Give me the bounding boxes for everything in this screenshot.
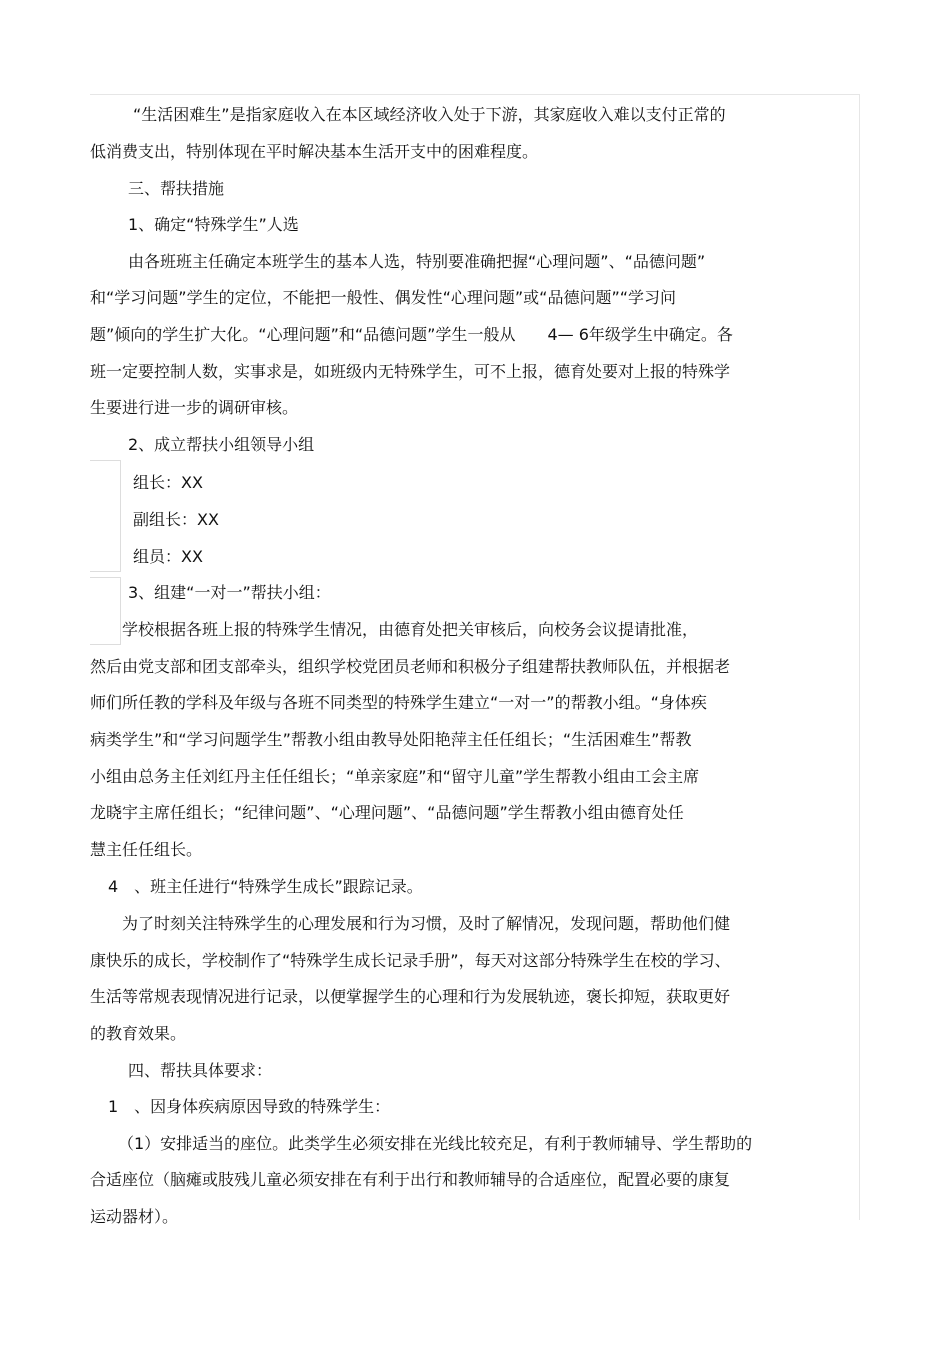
paragraph-line: 慧主任任组长。 <box>90 840 203 859</box>
paragraph-line: 病类学生”和“学习问题学生”帮教小组由教导处阳艳萍主任任组长；“生活困难生”帮教 <box>90 730 692 749</box>
subsection-heading: 2、成立帮扶小组领导小组 <box>128 435 315 454</box>
subsection-heading: 1 、因身体疾病原因导致的特殊学生： <box>108 1097 391 1116</box>
paragraph-line: 合适座位（脑瘫或肢残儿童必须安排在有利于出行和教师辅导的合适座位，配置必要的康复 <box>90 1170 731 1189</box>
deputy-leader-entry: 副组长：XX <box>133 510 219 529</box>
subsection-heading: 4 、班主任进行“特殊学生成长”跟踪记录。 <box>108 877 423 896</box>
section-heading: 四、帮扶具体要求： <box>128 1061 273 1080</box>
paragraph-line: 康快乐的成长，学校制作了“特殊学生成长记录手册”，每天对这部分特殊学生在校的学习、 <box>90 951 731 970</box>
paragraph-line: 然后由党支部和团支部牵头，组织学校党团员老师和积极分子组建帮扶教师队伍，并根据老 <box>90 657 731 676</box>
paragraph-line: 题”倾向的学生扩大化。“心理问题”和“品德问题”学生一般从 4— 6年级学生中确定。各 <box>90 325 733 344</box>
paragraph-line: 龙晓宇主席任组长；“纪律问题”、“心理问题”、“品德问题”学生帮教小组由德育处任 <box>90 803 684 822</box>
paragraph-line: 低消费支出，特别体现在平时解决基本生活开支中的困难程度。 <box>90 142 539 161</box>
paragraph-line: 班一定要控制人数，实事求是，如班级内无特殊学生，可不上报，德育处要对上报的特殊学 <box>90 362 731 381</box>
paragraph-line: 的教育效果。 <box>90 1024 187 1043</box>
paragraph-line: 师们所任教的学科及年级与各班不同类型的特殊学生建立“一对一”的帮教小组。“身体疾 <box>90 693 707 712</box>
paragraph-line: 小组由总务主任刘红丹主任任组长；“单亲家庭”和“留守儿童”学生帮教小组由工会主席 <box>90 767 700 786</box>
paragraph-line: 由各班班主任确定本班学生的基本人选，特别要准确把握“心理问题”、“品德问题” <box>128 252 706 271</box>
page-frame-top <box>90 94 860 95</box>
paragraph-line: 和“学习问题”学生的定位，不能把一般性、偶发性“心理问题”或“品德问题”“学习问 <box>90 288 677 307</box>
paragraph-line: 生要进行进一步的调研审核。 <box>90 398 299 417</box>
paragraph-line: （1）安排适当的座位。此类学生必须安排在光线比较充足，有利于教师辅导、学生帮助的 <box>118 1134 753 1153</box>
subsection-heading: 3、组建“一对一”帮扶小组： <box>128 583 331 602</box>
member-entry: 组员：XX <box>133 547 203 566</box>
page-frame-right <box>859 94 860 1220</box>
subsection-heading: 1、确定“特殊学生”人选 <box>128 215 299 234</box>
table-border-left-lower <box>90 577 121 645</box>
paragraph-line: 生活等常规表现情况进行记录，以便掌握学生的心理和行为发展轨迹，褒长抑短，获取更好 <box>90 987 731 1006</box>
paragraph-line: “生活困难生”是指家庭收入在本区域经济收入处于下游，其家庭收入难以支付正常的 <box>133 105 726 124</box>
leader-entry: 组长：XX <box>133 473 203 492</box>
paragraph-line: 运动器材）。 <box>90 1207 179 1226</box>
paragraph-line: 学校根据各班上报的特殊学生情况，由德育处把关审核后，向校务会议提请批准， <box>122 620 699 639</box>
table-border-left <box>90 460 121 572</box>
paragraph-line: 为了时刻关注特殊学生的心理发展和行为习惯，及时了解情况，发现问题，帮助他们健 <box>122 914 731 933</box>
section-heading: 三、帮扶措施 <box>128 179 225 198</box>
